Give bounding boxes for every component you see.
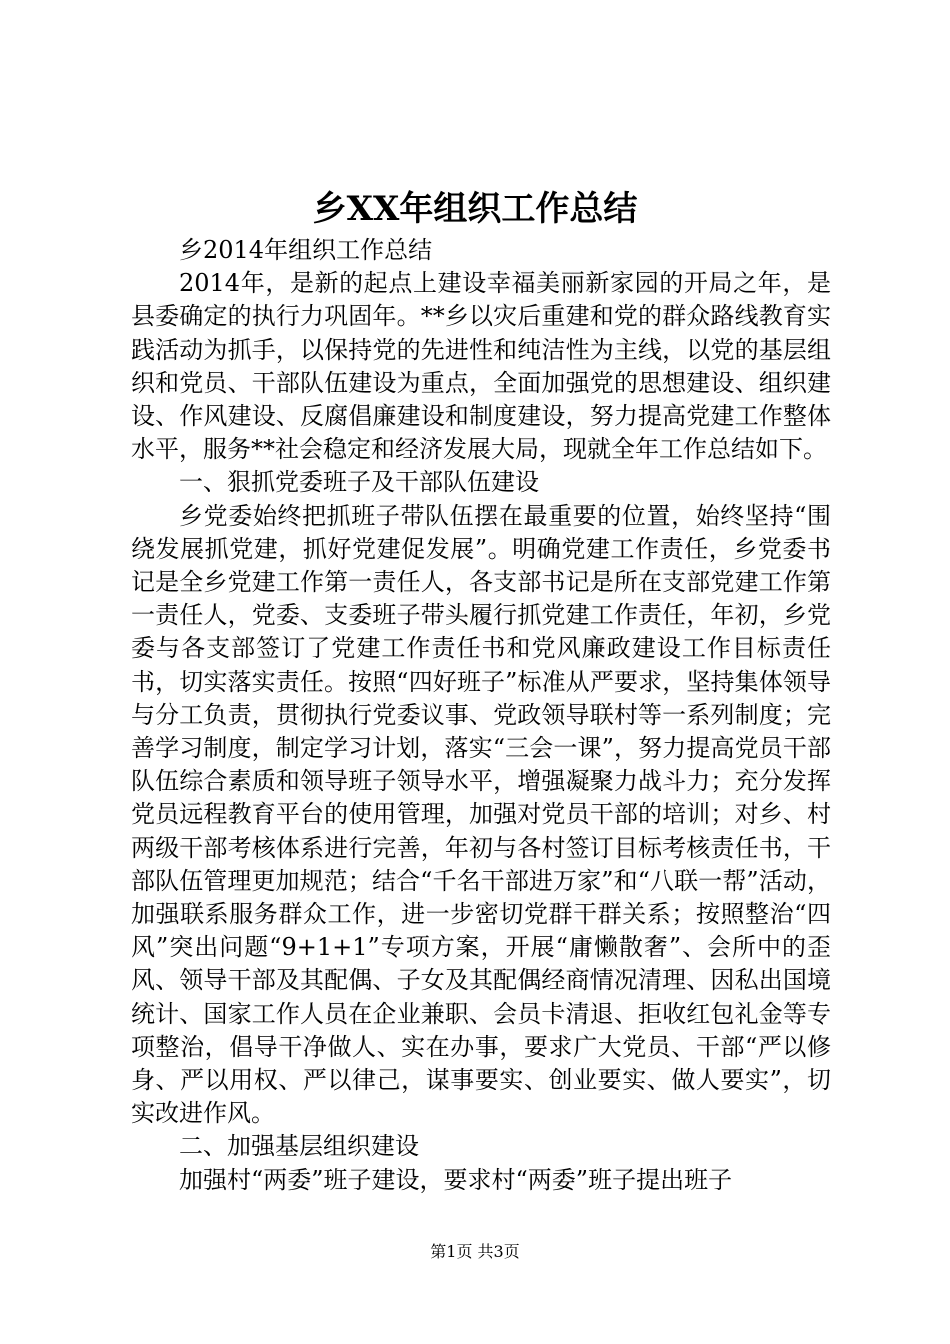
section-heading-2: 二、加强基层组织建设 xyxy=(179,1132,419,1161)
intro-paragraph: 2014年，是新的起点上建设幸福美丽新家园的开局之年，是县委确定的执行力巩固年。**乡以灾后重建和党的群众路线教育实践活动为抓手，以保持党的先进性和纯洁性为主线，以党的基层组织和党员、干部队伍建设为重点，全面加强党的思想建设、组织建设、作风建设、反腐倡廉建设和制度建设，努力提高党建工作整体水平，服务**社会稳定和经济发展大局，现就全年工作总结如下。 xyxy=(131,269,831,464)
document-title: 乡XX年组织工作总结 xyxy=(312,189,638,229)
section-1-paragraph: 乡党委始终把抓班子带队伍摆在最重要的位置，始终坚持“围绕发展抓党建，抓好党建促发展”。明确党建工作责任，乡党委书记是全乡党建工作第一责任人，各支部书记是所在支部党建工作第一责任人，党委、支委班子带头履行抓党建工作责任，年初，乡党委与各支部签订了党建工作责任书和党风廉政建设工作目标责任书，切实落实责任。按照“四好班子”标准从严要求，坚持集体领导与分工负责，贯彻执行党委议事、党政领导联村等一系列制度；完善学习制度，制定学习计划，落实“三会一课”，努力提高党员干部队伍综合素质和领导班子领导水平，增强凝聚力战斗力；充分发挥党员远程教育平台的使用管理，加强对党员干部的培训；对乡、村两级干部考核体系进行完善，年初与各村签订目标考核责任书，干部队伍管理更加规范；结合“千名干部进万家”和“八联一帮”活动，加强联系服务群众工作，进一步密切党群干群关系；按照整治“四风”突出问题“9+1+1”专项方案，开展“庸懒散奢”、会所中的歪风、领导干部及其配偶、子女及其配偶经商情况清理、因私出国境统计、国家工作人员在企业兼职、会员卡清退、拒收红包礼金等专项整治，倡导干净做人、实在办事，要求广大党员、干部“严以修身、严以用权、严以律己，谋事要实、创业要实、做人要实”，切实改进作风。 xyxy=(131,501,831,1128)
subtitle-paragraph: 乡2014年组织工作总结 xyxy=(179,236,433,264)
document-body xyxy=(131,234,831,1197)
section-heading-1: 一、狠抓党委班子及干部队伍建设 xyxy=(179,468,539,497)
page-footer: 第1页 共3页 xyxy=(430,1242,520,1261)
section-2-paragraph: 加强村“两委”班子建设，要求村“两委”班子提出班子 xyxy=(179,1165,733,1194)
